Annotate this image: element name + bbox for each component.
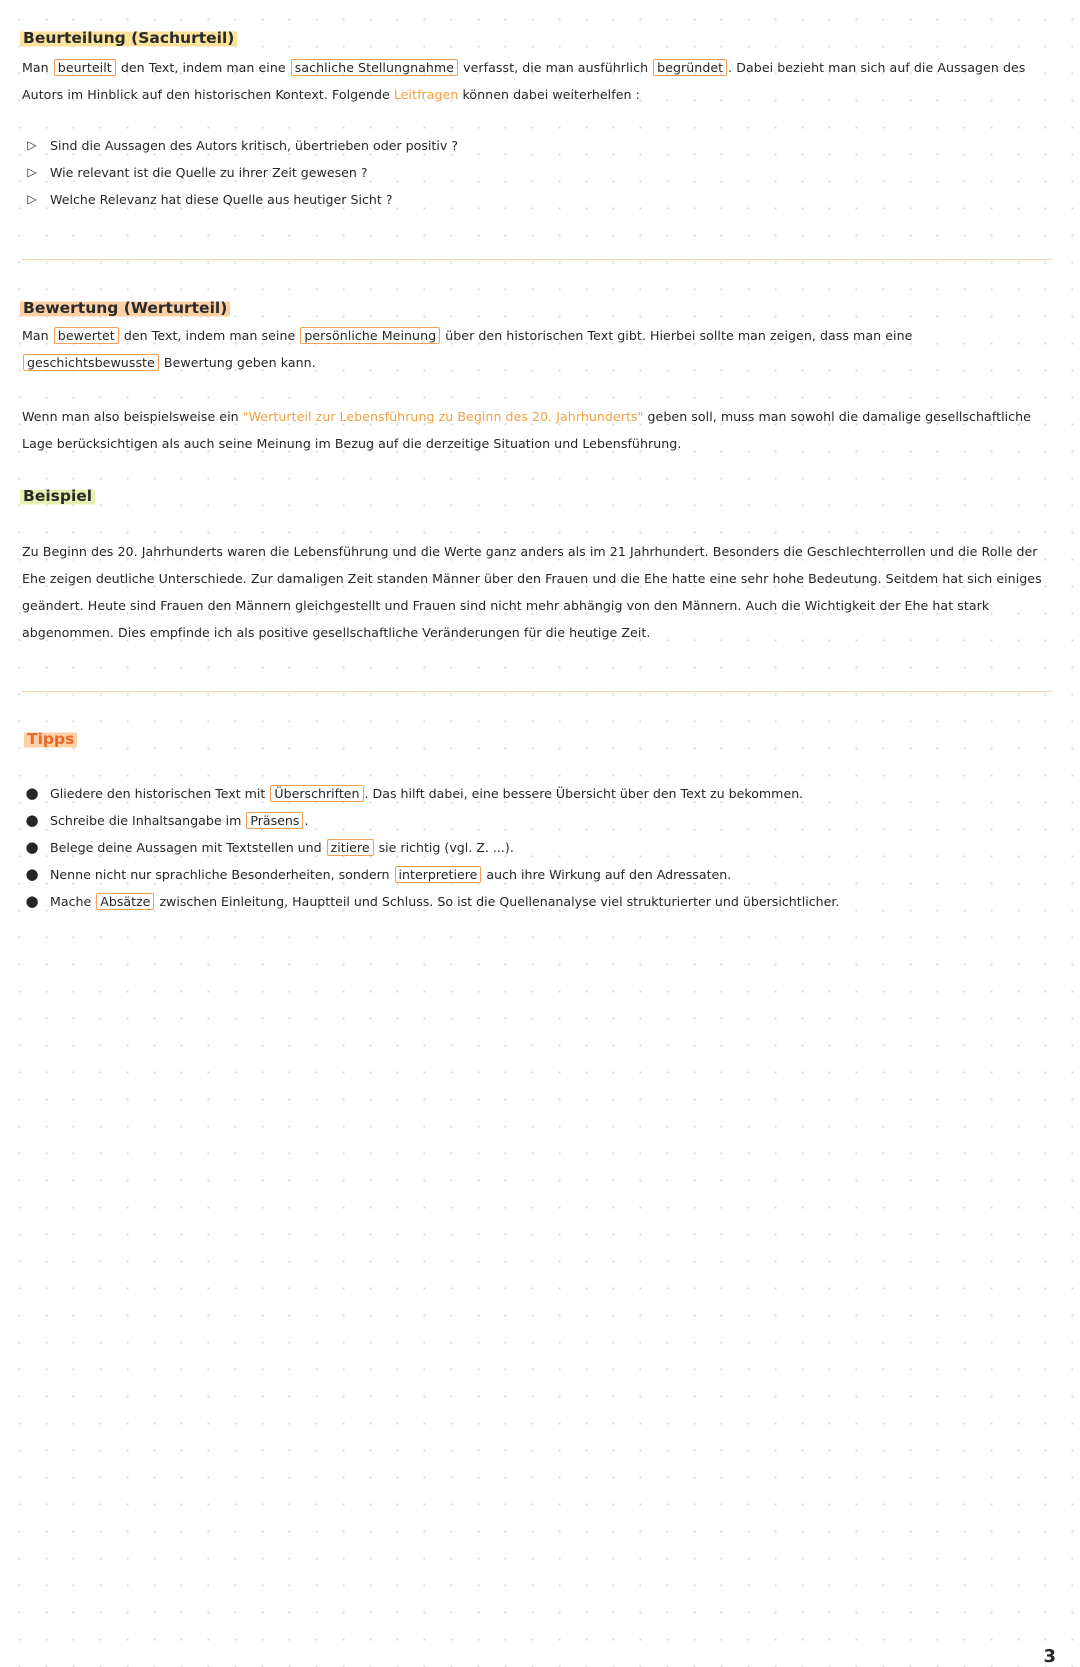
section-divider (22, 259, 1052, 260)
leitfrage-item: ▷ Wie relevant ist die Quelle zu ihrer Zeit gewesen ? (22, 159, 1042, 186)
text-run: über den historischen Text gibt. Hierbei sollte man zeigen, dass man eine (441, 328, 917, 343)
text-run: geben soll, muss man sowohl die damalige gesellschaftliche Lage berücksichtigen als auch seine Meinung im Bezug auf die derzeitige Situation und Lebensführung. (22, 409, 1036, 451)
heading-beurteilung: Beurteilung (Sachurteil) (20, 28, 237, 48)
text-run: Belege deine Aussagen mit Textstellen und (50, 840, 326, 855)
bullet-dot-icon: ● (25, 892, 39, 910)
boxed-term: Überschriften (270, 785, 363, 802)
text-run: können dabei weiterhelfen : (458, 87, 640, 102)
bullet-dot-icon: ● (25, 838, 39, 856)
tipp-item (22, 807, 1042, 834)
triangle-bullet-icon: ▷ (27, 165, 37, 179)
boxed-term: geschichtsbewusste (23, 354, 159, 371)
bewertung-paragraph (22, 322, 1052, 376)
text-run: auch ihre Wirkung auf den Adressaten. (482, 867, 732, 882)
tipp-item (22, 861, 1042, 888)
text-run: Wenn man also beispielsweise ein (22, 409, 243, 424)
boxed-term: beurteilt (54, 59, 116, 76)
text-run: . Das hilft dabei, eine bessere Übersicht über den Text zu bekommen. (364, 786, 804, 801)
boxed-term: persönliche Meinung (300, 327, 440, 344)
leitfrage-item: ▷ Welche Relevanz hat diese Quelle aus heutiger Sicht ? (22, 186, 1042, 213)
tipp-item (22, 834, 1042, 861)
beispiel-paragraph: Zu Beginn des 20. Jahrhunderts waren die Lebensführung und die Werte ganz anders als im 21 Jahrhundert. Besonders die Geschlechterrollen und die Rolle der Ehe zeigen deutliche Unterschiede. Zur damaligen Zeit standen Männer über den Frauen und die Ehe hatte eine sehr hohe Bedeutung. Seitdem hat sich einiges geändert. Heute sind Frauen den Männern gleichgestellt und Frauen sind nicht mehr abhängig von den Männern. Auch die Wichtigkeit der Ehe hat stark abgenommen. Dies empfinde ich als positive gesellschaftliche Veränderungen für die heutige Zeit. (22, 544, 1042, 640)
text-run: Nenne nicht nur sprachliche Besonderheiten, sondern (50, 867, 394, 882)
page-number: 3 (1043, 1646, 1056, 1667)
text-run: Mache (50, 894, 96, 909)
triangle-bullet-icon: ▷ (27, 138, 37, 152)
heading-beispiel: Beispiel (20, 486, 95, 506)
triangle-bullet-icon: ▷ (27, 192, 37, 206)
text-run: . (304, 813, 309, 828)
tipp-item (22, 780, 1042, 807)
text-run: den Text, indem man eine (116, 60, 290, 75)
boxed-term: Absätze (96, 893, 154, 910)
bullet-dot-icon: ● (25, 784, 39, 802)
section-divider (22, 691, 1052, 692)
text-run: Man (22, 60, 53, 75)
highlighted-term: Leitfragen (393, 87, 459, 102)
text-run: sie richtig (vgl. Z. ...). (374, 840, 514, 855)
boxed-term: zitiere (327, 839, 374, 856)
heading-tipps: Tipps (24, 729, 77, 749)
werturteil-paragraph (22, 403, 1052, 457)
bullet-dot-icon: ● (25, 811, 39, 829)
text-run: Bewertung geben kann. (159, 355, 316, 370)
text-run: Schreibe die Inhaltsangabe im (50, 813, 246, 828)
leitfrage-item: ▷ Sind die Aussagen des Autors kritisch, übertrieben oder positiv ? (22, 132, 1042, 159)
beurteilung-paragraph (22, 54, 1052, 108)
text-run: den Text, indem man seine (119, 328, 300, 343)
boxed-term: Präsens (246, 812, 303, 829)
boxed-term: sachliche Stellungnahme (291, 59, 458, 76)
bullet-dot-icon: ● (25, 865, 39, 883)
leitfragen-list (22, 132, 1042, 213)
tipps-list (22, 780, 1042, 915)
boxed-term: interpretiere (395, 866, 482, 883)
boxed-term: begründet (653, 59, 727, 76)
text-run: . Dabei bezieht man sich auf die Aussagen des Autors im Hinblick auf den historischen Kontext. Folgende (22, 60, 1030, 102)
text-run: Man (22, 328, 53, 343)
heading-bewertung: Bewertung (Werturteil) (20, 298, 230, 318)
text-run: verfasst, die man ausführlich (459, 60, 653, 75)
text-run: zwischen Einleitung, Hauptteil und Schluss. So ist die Quellenanalyse viel strukturierter und übersichtlicher. (155, 894, 840, 909)
tipp-item (22, 888, 1042, 915)
text-run: Gliedere den historischen Text mit (50, 786, 270, 801)
boxed-term: bewertet (54, 327, 119, 344)
highlighted-term: "Werturteil zur Lebensführung zu Beginn des 20. Jahrhunderts" (242, 409, 644, 424)
